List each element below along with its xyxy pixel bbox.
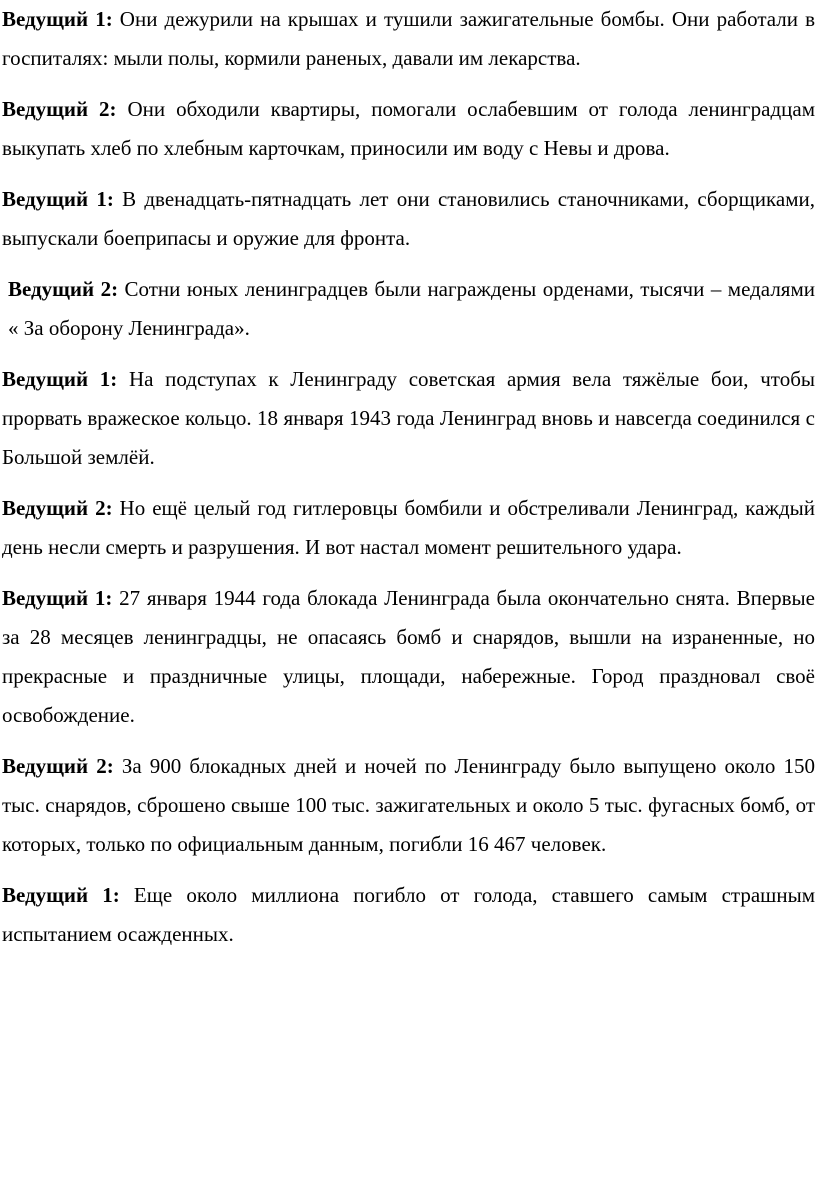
speaker-label: Ведущий 1: [2,586,113,610]
paragraph-text: Они дежурили на крышах и тушили зажигательные бомбы. Они работали в госпиталях: мыли полы, кормили раненых, давали им лекарства. [2,7,815,70]
paragraph-1 [2,0,815,78]
paragraph-text: На подступах к Ленинграду советская армия вела тяжёлые бои, чтобы прорвать вражеское кольцо. 18 января 1943 года Ленинград вновь и навсегда соединился с Большой землёй. [2,367,815,469]
speaker-label: Ведущий 2: [2,754,114,778]
speaker-label: Ведущий 2: [2,97,117,121]
speaker-label: Ведущий 1: [2,367,118,391]
paragraph-text: Но ещё целый год гитлеровцы бомбили и обстреливали Ленинград, каждый день несли смерть и разрушения. И вот настал момент решительного удара. [2,496,815,559]
paragraph-text: 27 января 1944 года блокада Ленинграда была окончательно снята. Впервые за 28 месяцев ленинградцы, не опасаясь бомб и снарядов, вышли на израненные, но прекрасные и праздничные улицы, площади, набережные. Город праздновал своё освобождение. [2,586,815,727]
speaker-label: Ведущий 2: [8,277,119,301]
paragraph-2 [2,90,815,168]
paragraph-4 [2,270,815,348]
speaker-label: Ведущий 2: [2,496,113,520]
paragraph-3 [2,180,815,258]
paragraph-text: Еще около миллиона погибло от голода, ставшего самым страшным испытанием осажденных. [2,883,815,946]
paragraph-8 [2,747,815,864]
speaker-label: Ведущий 1: [2,883,120,907]
speaker-label: Ведущий 1: [2,7,113,31]
paragraph-9 [2,876,815,954]
paragraph-5 [2,360,815,477]
paragraph-text: Они обходили квартиры, помогали ослабевшим от голода ленинградцам выкупать хлеб по хлебным карточкам, приносили им воду с Невы и дрова. [2,97,815,160]
paragraph-text: За 900 блокадных дней и ночей по Ленинграду было выпущено около 150 тыс. снарядов, сброшено свыше 100 тыс. зажигательных и около 5 тыс. фугасных бомб, от которых, только по официальным данным, погибли 16 467 человек. [2,754,815,856]
paragraph-text: Сотни юных ленинградцев были награждены орденами, тысячи – медалями « За оборону Ленинграда». [8,277,815,340]
speaker-label: Ведущий 1: [2,187,114,211]
paragraph-7 [2,579,815,735]
paragraph-text: В двенадцать-пятнадцать лет они становились станочниками, сборщиками, выпускали боеприпасы и оружие для фронта. [2,187,815,250]
paragraph-6 [2,489,815,567]
